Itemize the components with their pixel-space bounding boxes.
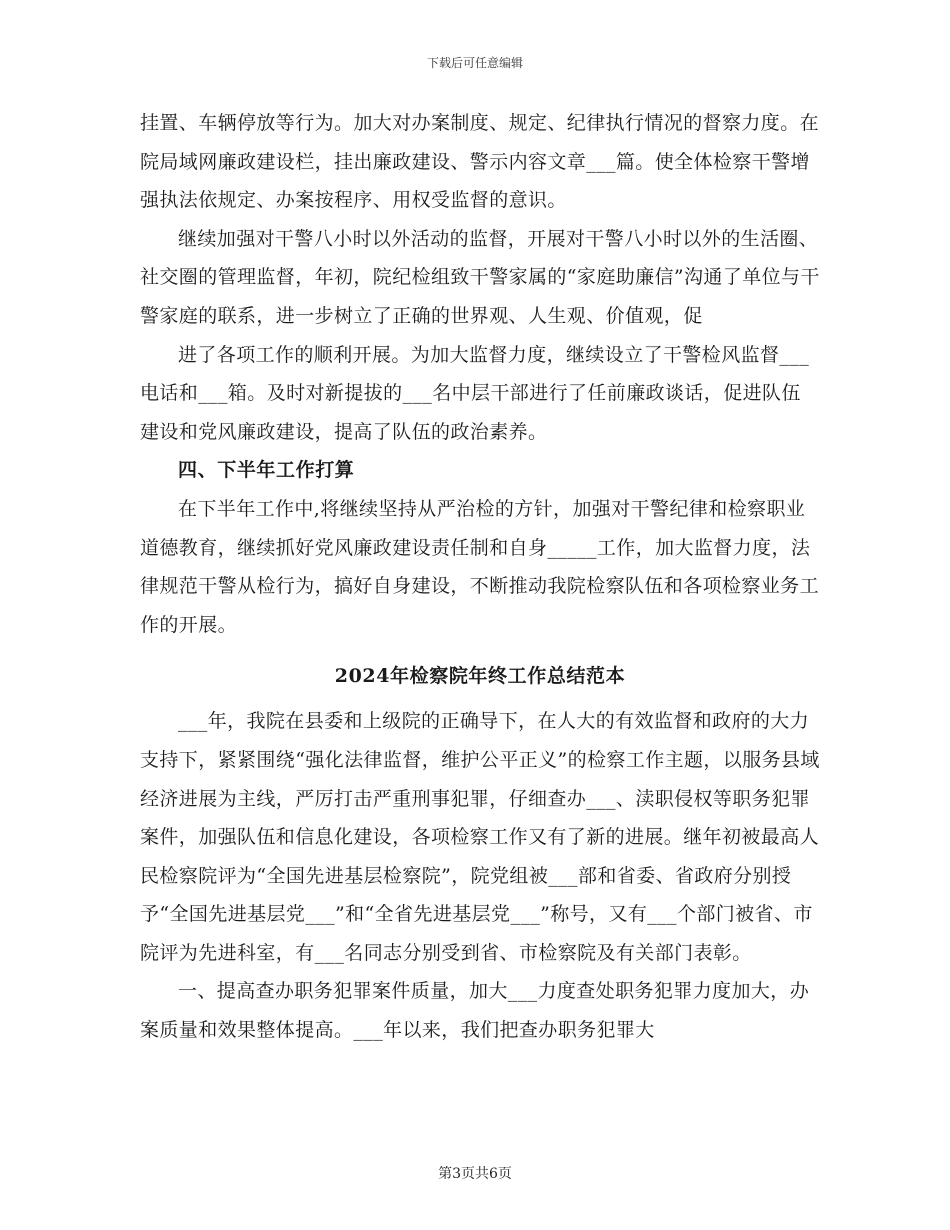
- paragraph-supervision: 挂置、车辆停放等行为。加大对办案制度、规定、纪律执行情况的督察力度。在院局域网廉政建设栏，挂出廉政建设、警示内容文章___篇。使全体检察干警增强执法依规定、办案按程序、用权受监督的意识。: [140, 112, 820, 212]
- page-number: 第3页共6页: [438, 1166, 512, 1182]
- paragraph-annual-summary: ___年，我院在县委和上级院的正确导下，在人大的有效监督和政府的大力支持下，紧紧围绕“强化法律监督，维护公平正义”的检察工作主题，以服务县域经济进展为主线，严厉打击严重刑事犯罪，仔细查办___、渎职侵权等职务犯罪案件，加强队伍和信息化建设，各项检察工作又有了新的进展。继年初被最高人民检察院评为“全国先进基层检察院”，院党组被___部和省委、省政府分别授予“全国先进基层党___”和“全省先进基层党___”称号，又有___个部门被省、市院评为先进科室，有___名同志分别受到省、市检察院及有关部门表彰。: [140, 710, 820, 964]
- document-body: [140, 104, 820, 1050]
- paragraph-work-progress: 进了各项工作的顺利开展。为加大监督力度，继续设立了干警检风监督___电话和___箱。及时对新提拔的___名中层干部进行了任前廉政谈话，促进队伍建设和党风廉政建设，提高了队伍的政治素养。: [140, 343, 810, 443]
- document-title: 2024年检察院年终工作总结范本: [334, 665, 626, 688]
- paragraph-after-hours-supervision: 继续加强对干警八小时以外活动的监督，开展对干警八小时以外的生活圈、社交圈的管理监督，年初，院纪检组致干警家属的“家庭助廉信”沟通了单位与干警家庭的联系，进一步树立了正确的世界观、人生观、价值观，促: [140, 227, 820, 327]
- section-heading-plan: 四、下半年工作打算: [178, 459, 355, 482]
- paragraph-case-quality: 一、提高查办职务犯罪案件质量，加大___力度查处职务犯罪力度加大，办案质量和效果整体提高。___年以来，我们把查办职务犯罪大: [140, 980, 810, 1042]
- paragraph-second-half-plan: 在下半年工作中,将继续坚持从严治检的方针，加强对干警纪律和检察职业道德教育，继续抓好党风廉政建设责任制和自身_____工作，加大监督力度，法律规范干警从检行为，搞好自身建设，不断推动我院检察队伍和各项检察业务工作的开展。: [140, 497, 820, 636]
- page-header-note: 下载后可任意编辑: [426, 56, 523, 70]
